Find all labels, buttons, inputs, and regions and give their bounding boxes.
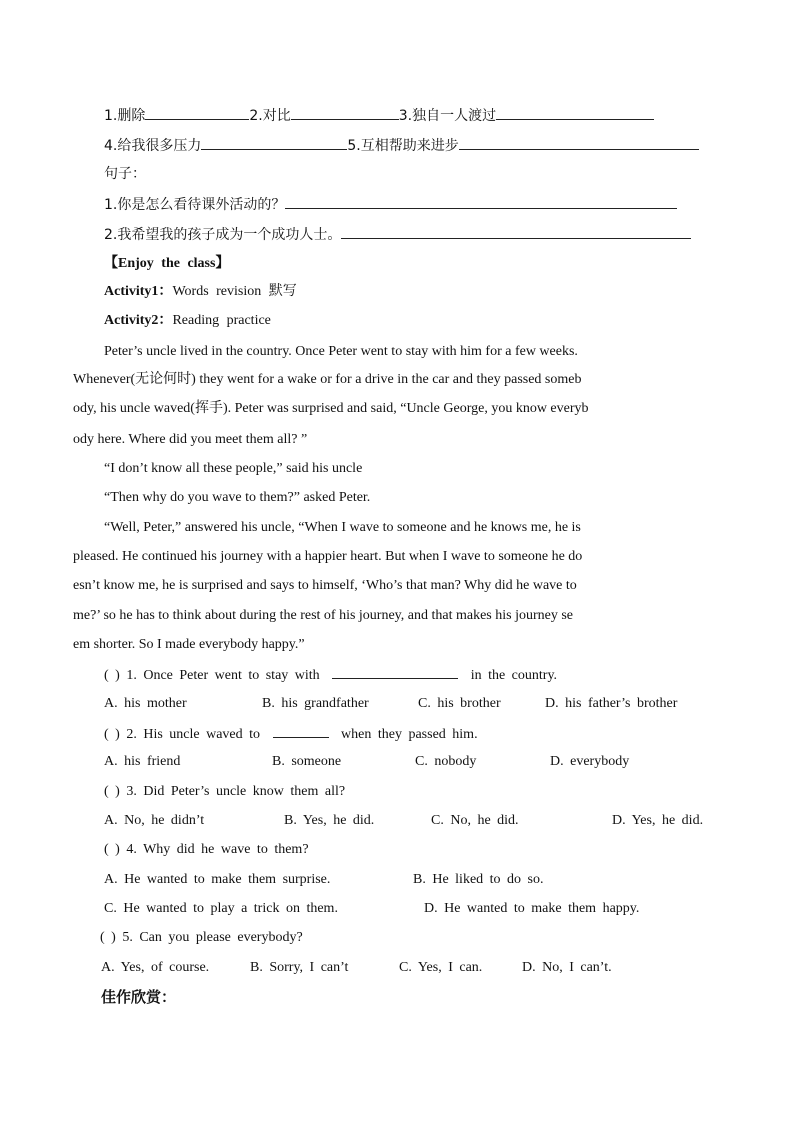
- question-text: 5. Can you please everybody?: [122, 930, 303, 945]
- passage-line: “Then why do you wave to them?” asked Peter.: [104, 490, 371, 505]
- question-2: [104, 723, 478, 745]
- passage-line: esn’t know me, he is surprised and says to himself, ‘Who’s that man? Why did he wave to: [73, 578, 577, 593]
- sentence-2-text: 2.我希望我的孩子成为一个成功人士。: [104, 227, 342, 243]
- answer-paren[interactable]: ( ): [104, 668, 120, 683]
- passage-line: pleased. He continued his journey with a happier heart. But when I wave to someone he do: [73, 549, 583, 564]
- activity-1-label: Activity1：: [104, 284, 173, 299]
- option[interactable]: B. Yes, he did.: [284, 813, 375, 828]
- answer-blank[interactable]: [291, 105, 399, 120]
- option[interactable]: A. He wanted to make them surprise.: [104, 872, 331, 887]
- question-text: 1. Once Peter went to stay with: [126, 668, 320, 683]
- vocab-item-2: 2.对比: [249, 108, 291, 124]
- vocab-item-1: 1.删除: [104, 108, 146, 124]
- vocab-item-3: 3.独自一人渡过: [398, 108, 497, 124]
- option[interactable]: A. his friend: [104, 754, 181, 769]
- option[interactable]: B. He liked to do so.: [413, 872, 544, 887]
- answer-paren[interactable]: ( ): [104, 784, 120, 799]
- passage-line: “Well, Peter,” answered his uncle, “When I wave to someone and he knows me, he is: [104, 520, 581, 535]
- answer-blank[interactable]: [459, 135, 699, 150]
- option[interactable]: A. Yes, of course.: [101, 960, 210, 975]
- question-text-after: in the country.: [470, 668, 558, 683]
- option[interactable]: C. his brother: [418, 696, 501, 711]
- question-4: [104, 840, 309, 860]
- question-1: [104, 664, 557, 686]
- question-text: 2. His uncle waved to: [126, 727, 261, 742]
- sentence-2: [104, 224, 691, 245]
- option[interactable]: B. his grandfather: [262, 696, 369, 711]
- option[interactable]: D. his father’s brother: [545, 696, 678, 711]
- passage-line: Whenever(无论何时) they went for a wake or for a drive in the car and they passed someb: [73, 372, 582, 387]
- answer-paren[interactable]: ( ): [100, 930, 116, 945]
- passage-line: em shorter. So I made everybody happy.”: [73, 637, 305, 652]
- activity-2: [104, 311, 271, 331]
- answer-paren[interactable]: ( ): [104, 727, 120, 742]
- section-heading-showcase: 佳作欣赏：: [101, 988, 177, 1006]
- option[interactable]: B. someone: [272, 754, 342, 769]
- option[interactable]: C. He wanted to play a trick on them.: [104, 901, 338, 916]
- sentence-1-text: 1.你是怎么看待课外活动的？: [104, 197, 286, 213]
- answer-blank[interactable]: [145, 105, 249, 120]
- answer-blank[interactable]: [201, 135, 347, 150]
- passage-line: Peter’s uncle lived in the country. Once Peter went to stay with him for a few weeks.: [104, 344, 578, 359]
- sentences-heading: 句子：: [104, 166, 146, 182]
- section-heading-enjoy: 【Enjoy the class】: [104, 256, 230, 271]
- sentence-1: [104, 194, 677, 215]
- vocab-item-4: 4.给我很多压力: [104, 138, 202, 154]
- vocab-item-5: 5.互相帮助来进步: [347, 138, 459, 154]
- option[interactable]: A. No, he didn’t: [104, 813, 205, 828]
- option[interactable]: C. nobody: [415, 754, 477, 769]
- option[interactable]: A. his mother: [104, 696, 187, 711]
- passage-line: “I don’t know all these people,” said his uncle: [104, 461, 363, 476]
- answer-blank[interactable]: [332, 664, 458, 679]
- activity-1-text: Words revision 默写: [172, 284, 297, 299]
- answer-paren[interactable]: ( ): [104, 842, 120, 857]
- option[interactable]: D. No, I can’t.: [522, 960, 612, 975]
- vocab-row-2: [104, 135, 699, 156]
- option[interactable]: D. He wanted to make them happy.: [424, 901, 640, 916]
- option[interactable]: D. everybody: [550, 754, 630, 769]
- question-text-after: when they passed him.: [341, 727, 478, 742]
- question-3: [104, 782, 345, 802]
- activity-2-text: Reading practice: [172, 313, 271, 328]
- option[interactable]: D. Yes, he did.: [612, 813, 704, 828]
- answer-blank[interactable]: [341, 224, 691, 239]
- question-text: 4. Why did he wave to them?: [126, 842, 309, 857]
- answer-blank[interactable]: [285, 194, 677, 209]
- passage-line: ody, his uncle waved(挥手). Peter was surprised and said, “Uncle George, you know everyb: [73, 401, 589, 416]
- option[interactable]: C. No, he did.: [431, 813, 519, 828]
- option[interactable]: C. Yes, I can.: [399, 960, 483, 975]
- question-text: 3. Did Peter’s uncle know them all?: [126, 784, 346, 799]
- answer-blank[interactable]: [496, 105, 654, 120]
- question-5: [100, 928, 303, 948]
- activity-2-label: Activity2：: [104, 313, 173, 328]
- passage-line: ody here. Where did you meet them all? ”: [73, 432, 308, 447]
- passage-line: me?’ so he has to think about during the rest of his journey, and that makes his journey se: [73, 608, 574, 623]
- option[interactable]: B. Sorry, I can’t: [250, 960, 349, 975]
- activity-1: [104, 282, 297, 302]
- vocab-row-1: [104, 105, 654, 126]
- answer-blank[interactable]: [273, 723, 329, 738]
